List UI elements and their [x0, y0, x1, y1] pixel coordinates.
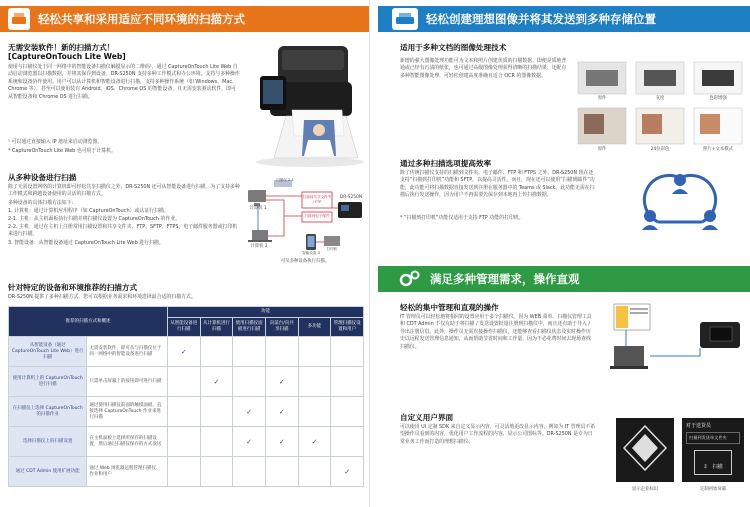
s3-intro: DR-S250N 提供了多种扫描方式，您可以根据业务需求和环境选择最合适的扫描方式。	[8, 294, 196, 300]
table-column-header: 从计算机进行扫描	[200, 318, 233, 337]
table-row	[9, 337, 364, 367]
empty-cell	[200, 337, 233, 367]
check-icon: ✓	[167, 337, 200, 367]
check-icon: ✓	[233, 427, 266, 457]
image-samples	[576, 60, 746, 156]
table-mode-cell: 在扫描仪上选择 CaptureOnTouch 的扫描作业	[9, 397, 87, 427]
empty-cell	[298, 367, 331, 397]
s1-note-1: ¹ 可以通过直接输入 IP 地址来启动浏览器。	[8, 139, 103, 145]
empty-cell	[331, 367, 364, 397]
table-mode-cell: 使用计算机上的 CaptureOnTouch 进行扫描	[9, 367, 87, 397]
sample-original-2	[578, 108, 626, 144]
smart-device-icon	[306, 234, 316, 250]
network-diagram	[244, 178, 366, 266]
sample-caption: 原件	[597, 96, 607, 101]
empty-cell	[200, 397, 233, 427]
empty-cell	[298, 397, 331, 427]
table-row	[9, 457, 364, 487]
check-icon: ✓	[200, 367, 233, 397]
table-column-header: 向前台/向共享扫描	[265, 318, 298, 337]
table-column-header: 多功能	[298, 318, 331, 337]
right-header-title: 轻松创建理想图像并将其发送到多种存储位置	[426, 12, 656, 26]
table-col0-header: 推荐的扫描方式和概述	[9, 307, 168, 337]
sample-original	[578, 62, 626, 94]
r-s2-paragraph: 除了传统扫描仪支持的扫描到文件夹、电子邮件、FTP 和 FTPS 之外，DR-S250N 现在还支持“扫描到打印机”功能和 SFTP，以提高灵活性。而且，现在还可以使用“扫描到邮件”功能，此功能可将扫描数据直接发送到注册在服务器中的 Teams 或 Slack。此功能无需在扫描后执行发送操作，因为用户不再需要先保存到本地再上传扫描数据。	[400, 170, 595, 199]
empty-cell	[167, 397, 200, 427]
table-desc-cell: 无需安装软件，即可从与扫描仪位于同一网络中的智能设备进行扫描	[87, 337, 168, 367]
sample-caption: 色彩增强	[709, 96, 727, 101]
dr-s250n-icon	[338, 202, 362, 218]
table-desc-cell: 在主机面板上选择所保存的扫描设置，然后通过扫描仪保存的方式发送	[87, 427, 168, 457]
diagram-label-smart: 智能设备 3	[302, 251, 320, 255]
table-column-header: 使用扫描仪面板进行扫描	[233, 318, 266, 337]
scan-icon	[8, 8, 30, 30]
empty-cell	[298, 457, 331, 487]
empty-cell	[265, 457, 298, 487]
right-header-bar	[378, 6, 750, 32]
left-header-bar	[0, 6, 370, 32]
s1-title: 无需安装软件！新的扫描方式！	[8, 43, 115, 52]
sample-caption: 原件	[597, 147, 607, 152]
scan-button-icon: ⇩	[703, 464, 708, 470]
r-s2-title: 通过多种扫描选项提高效率	[400, 159, 492, 168]
scanner-icon	[392, 8, 418, 30]
table-mode-cell: 从智能设备（通过 CaptureOnTouch Lite Web）进行扫描	[9, 337, 87, 367]
diagram-label-computer: 计算机 1	[249, 206, 267, 211]
table-column-header: 从智能设备进行扫描	[167, 318, 200, 337]
gears-icon	[396, 268, 422, 290]
sample-gray	[636, 62, 684, 94]
team-icon	[634, 172, 726, 234]
r-s1-title: 适用于多种文档的图像处理技术	[400, 43, 507, 52]
diagram-label-email: 扫描到电子邮件	[304, 214, 330, 218]
r-s2-note: * “扫描到打印机”功能仅适用于支持 FTP 功能的打印机。	[400, 215, 524, 221]
right-header-2-title: 满足多种管理需求，操作直观	[430, 272, 580, 286]
table-desc-cell: 只需单击屏幕上的按钮即可进行扫描	[87, 367, 168, 397]
scan-method-table	[8, 306, 364, 487]
table-body	[9, 337, 364, 487]
s2-list-2: 2-1. 主机：从主机面板执行扫描并将扫描仪设置为 CaptureOnTouch 的作业。	[8, 216, 181, 222]
custom-screen-caption: 定制初始屏幕	[699, 487, 727, 492]
empty-cell	[233, 457, 266, 487]
s2-paragraph: 除了无需设置网络的计算机即可轻松共享扫描仪之外，DR-S250N 还可从智能设备进行扫描。为了支持多种工作模式和跨越设备使用的灵活的扫描方式。	[8, 184, 240, 198]
sample-photo-text	[694, 108, 742, 144]
left-page	[0, 0, 370, 507]
sample-caption: 灰度	[655, 96, 665, 101]
s2-title: 从多种设备进行扫描	[8, 173, 77, 182]
diagram-label-printer: 打印机	[326, 247, 338, 251]
check-icon: ✓	[265, 397, 298, 427]
check-icon: ✓	[233, 397, 266, 427]
r-s4-paragraph: 可以使用 UI 定制 SDK 来自定义显示内容，可灵活地更改显示内容，例如为 IT 管理员不希望操作员看到的内容，优化用户工作流程的内容，显示公司图标等。DR-S250N 是专为日常业务工作而打造的理想扫描仪。	[400, 424, 596, 445]
s2-list-4: 3. 智能设备：从智能设备通过 CaptureOnTouch Lite Web 进行扫描。	[8, 240, 164, 246]
custom-screen-panel	[682, 418, 744, 482]
empty-cell	[233, 367, 266, 397]
r-s3-paragraph: IT 管理员可以轻松地将相同的设置应用于多个扫描仪。因为 WEB 菜单、扫描仪管理工具和 CDT Admin 不仅有助于将扫描 / 发送设置批量注册到扫描仪中，而且还有助于导入 / 导出注册信息。此外，操作员无需直接操作扫描仪，还能够查看扫描仪状态及实时操作历史以远程发送管理信息通知，从而帮助节省时间和工作量，因为不必花费时间去现场查找扫描仪。	[400, 314, 592, 350]
scanner-product-photo	[250, 40, 365, 168]
table-desc-cell: 通过 Web 浏览器远程管理扫描仪、作业和用户	[87, 457, 168, 487]
s1-paragraph: 使用与扫描仪处于同一网络中的智能设备扫描仪触摸显示的二维码¹，通过 CaptureOnTouch Lite Web 自动启动浏览器以扫描数据，并将其保存到设备。DR-S250N 支持多种工作模式和办公环境，支持与多种操作系统和设备协作使用。用户可以从计算机和智能设备进行扫描，支持多种操作系统（如 Windows、Mac、Chrome 等），甚至可以使用装有 Android、iOS、Chrome OS 的智能设备，且无需安装驱动软件，即可从智能设备和 Chrome OS 进行扫描。	[8, 64, 240, 100]
diagram-label-scanner-21: 扫描仪 2-1	[276, 178, 294, 182]
s2-list-0: 多种设备的具体扫描方法如下：	[8, 200, 77, 206]
empty-cell	[331, 427, 364, 457]
diagram-label-share: 扫描到共享文件夹 / FTP	[302, 195, 332, 204]
check-icon: ✓	[265, 367, 298, 397]
right-page	[378, 0, 750, 507]
empty-cell	[298, 337, 331, 367]
diagram-label-dr-s250n: DR-S250N	[339, 195, 363, 200]
s2-list-3: 2-2. 主机：通过在主机上注册常用扫描设置和共享文件夹、FTP、SFTP、FTPS、电子邮件服务器或打印机来进行扫描。	[8, 224, 238, 238]
management-diagram	[604, 300, 746, 380]
diagram-label-computer-2: 计算机 2	[250, 244, 268, 249]
empty-cell	[233, 337, 266, 367]
right-header-bar-2	[378, 266, 750, 292]
check-icon: ✓	[298, 427, 331, 457]
sample-color	[694, 62, 742, 94]
s3-title: 针对特定的设备和环境推荐的扫描方式	[8, 283, 138, 292]
sample-caption: 照片+文本模式	[702, 147, 734, 152]
computer-icon	[248, 190, 266, 206]
table-row	[9, 397, 364, 427]
scan-button-label: 扫描	[712, 464, 723, 470]
table-mode-cell: 选择扫描仪上的扫描设置	[9, 427, 87, 457]
custom-logo-caption: 显示企业标识	[631, 487, 659, 492]
sample-24bit	[636, 108, 684, 144]
r-s3-title: 轻松的集中管理和直观的操作	[400, 303, 499, 312]
empty-cell	[331, 397, 364, 427]
diagram-caption: 可从多种设备执行扫描。	[280, 259, 330, 264]
empty-cell	[167, 367, 200, 397]
table-row	[9, 427, 364, 457]
r-s1-paragraph: 新增的强大图像处理功能可为文本和照片创建优质的扫描数据。即便是质地普通或已经有污渍的纸张，也可通过高级图像处理获得清晰的扫描结果；还配有多种智能图像处理，可轻松创建高度准确且适合 OCR 的图像数据。	[400, 58, 567, 79]
screen-scan-button[interactable]	[694, 450, 732, 475]
left-header-title: 轻松共享和采用适应不同环境的扫描方式	[38, 12, 245, 26]
screen-menu: 扫描到发货单文件夹	[686, 432, 740, 444]
table-column-header: 管理扫描仪设置和用户	[331, 318, 364, 337]
table-group-row	[9, 307, 364, 318]
s1-note-2: * CaptureOnTouch Lite Web 也可用于计算机。	[8, 148, 116, 154]
empty-cell	[200, 457, 233, 487]
empty-cell	[265, 337, 298, 367]
s1-subtitle: [CaptureOnTouch Lite Web]	[8, 52, 126, 61]
empty-cell	[167, 427, 200, 457]
table-group-header: 功能	[167, 307, 363, 318]
table-row	[9, 367, 364, 397]
empty-cell	[200, 427, 233, 457]
empty-cell	[167, 457, 200, 487]
printer-icon	[324, 236, 340, 246]
r-s4-title: 自定义用户界面	[400, 413, 454, 422]
empty-cell	[331, 337, 364, 367]
check-icon: ✓	[331, 457, 364, 487]
sample-caption: 24位彩色	[650, 147, 670, 152]
custom-logo-panel	[616, 418, 674, 482]
s2-list-1: 1. 计算机：通过计算机应用程序（如 CaptureOnTouch）或认证行扫描。	[8, 208, 169, 214]
screen-title: 对于送货员	[686, 423, 712, 429]
table-desc-cell: 通过使用扫描仪前面的触摸面板，直接选择 CaptureOnTouch 作业来进行扫描	[87, 397, 168, 427]
table-mode-cell: 通过 CDT Admin 使用扩展功能	[9, 457, 87, 487]
check-icon: ✓	[265, 427, 298, 457]
